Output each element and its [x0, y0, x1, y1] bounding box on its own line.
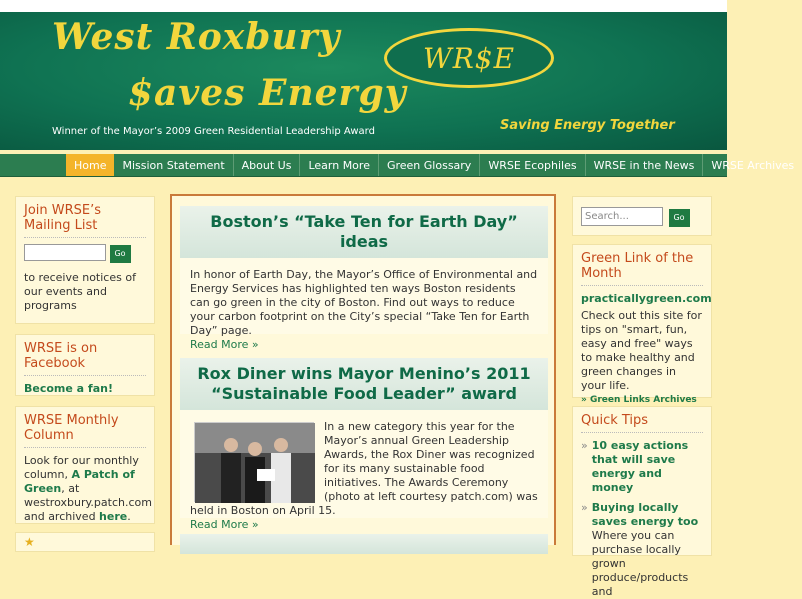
tagline: Saving Energy Together: [500, 118, 675, 133]
award-text: Winner of the Mayor’s 2009 Green Residential Leadership Award: [52, 126, 375, 137]
quick-tips-title: Quick Tips: [581, 413, 703, 433]
tip-link[interactable]: 10 easy actions that will save energy and money: [591, 439, 689, 494]
main-nav: [0, 154, 795, 177]
facebook-title: WRSE is on Facebook: [24, 341, 146, 376]
column-text-part: , at westroxbury.patch.com and archived: [24, 482, 152, 523]
archived-here-link[interactable]: here: [99, 510, 128, 523]
nav-learn-more[interactable]: Learn More: [299, 154, 378, 176]
monthly-column-box: [15, 406, 155, 524]
green-link-box: [572, 244, 712, 405]
award-photo[interactable]: [194, 422, 314, 502]
next-box: [15, 532, 155, 552]
column-text-part: Look for our monthly column,: [24, 454, 139, 481]
post-body: In honor of Earth Day, the Mayor’s Office of Environmental and Energy Services has highlighted ten ways Boston residents can go green in the city of Boston. Find out ways to reduce your carbon footprint on the City’s special “Take Ten for Earth Day” page.: [190, 268, 538, 337]
main-content: [170, 194, 556, 545]
nav-about-us[interactable]: About Us: [233, 154, 300, 176]
wrse-logo[interactable]: [384, 28, 554, 88]
search-go-button[interactable]: Go: [669, 209, 690, 227]
column-text-part: .: [127, 510, 131, 523]
tip-item: [581, 501, 703, 599]
green-link-title: Green Link of the Month: [581, 251, 703, 286]
post-body: In a new category this year for the Mayor’s annual Green Leadership Awards, the Rox Diner was recognized for its many sustainable food initiatives. The Awards Ceremony (photo at left courtesy patch.com) was held in Boston on April 15.: [190, 420, 538, 517]
read-more-link[interactable]: Read More »: [190, 518, 259, 531]
post-title-partial: [180, 534, 548, 554]
post: [180, 206, 548, 351]
mailing-list-title: Join WRSE’s Mailing List: [24, 203, 146, 238]
mailing-list-text: to receive notices of our events and programs: [24, 270, 136, 312]
post: [180, 534, 548, 554]
logo-text: WR$E: [422, 41, 516, 75]
nav-wrse-archives[interactable]: WRSE Archives: [702, 154, 802, 176]
mailing-list-box: [15, 196, 155, 324]
nav-green-glossary[interactable]: Green Glossary: [378, 154, 479, 176]
site-title-line1[interactable]: West Roxbury: [52, 16, 341, 58]
site-title-line2[interactable]: $aves Energy: [128, 72, 407, 114]
tip-link[interactable]: Buying locally saves energy too: [591, 501, 699, 528]
bullet-icon: »: [581, 501, 588, 514]
bullet-icon: »: [581, 439, 588, 452]
monthly-column-title: WRSE Monthly Column: [24, 413, 146, 448]
green-link-text: Check out this site for tips on "smart, fun, easy and free" ways to make healthy and green changes in your life.: [581, 309, 702, 392]
nav-wrse-ecophiles[interactable]: WRSE Ecophiles: [479, 154, 584, 176]
monthly-column-text: [24, 454, 152, 524]
award-photo-image: [195, 423, 315, 503]
top-strip: [0, 0, 727, 12]
post-title[interactable]: Rox Diner wins Mayor Menino’s 2011 “Sustainable Food Leader” award: [180, 358, 548, 410]
nav-home[interactable]: Home: [66, 154, 114, 176]
patch-of-green-link[interactable]: A Patch of Green: [24, 468, 135, 495]
star-icon: ★: [24, 535, 35, 549]
become-fan-link[interactable]: Become a fan!: [24, 382, 113, 395]
tip-text: Where you can purchase locally grown produce/products and: [591, 529, 689, 598]
site-header: [0, 0, 727, 150]
email-input[interactable]: [24, 244, 106, 261]
read-more-link[interactable]: Read More »: [190, 338, 259, 351]
post-title[interactable]: Boston’s “Take Ten for Earth Day” ideas: [180, 206, 548, 258]
facebook-box: [15, 334, 155, 396]
nav-wrse-in-the-news[interactable]: WRSE in the News: [585, 154, 703, 176]
post: [180, 358, 548, 531]
quick-tips-box: [572, 406, 712, 598]
nav-mission-statement[interactable]: Mission Statement: [122, 159, 225, 172]
green-links-archives-link[interactable]: » Green Links Archives: [581, 395, 697, 405]
tip-item: [581, 439, 703, 495]
practicallygreen-link[interactable]: practicallygreen.com: [581, 292, 712, 305]
search-box: [572, 196, 712, 236]
search-input[interactable]: Search...: [581, 207, 663, 226]
mailing-go-button[interactable]: Go: [110, 245, 131, 263]
